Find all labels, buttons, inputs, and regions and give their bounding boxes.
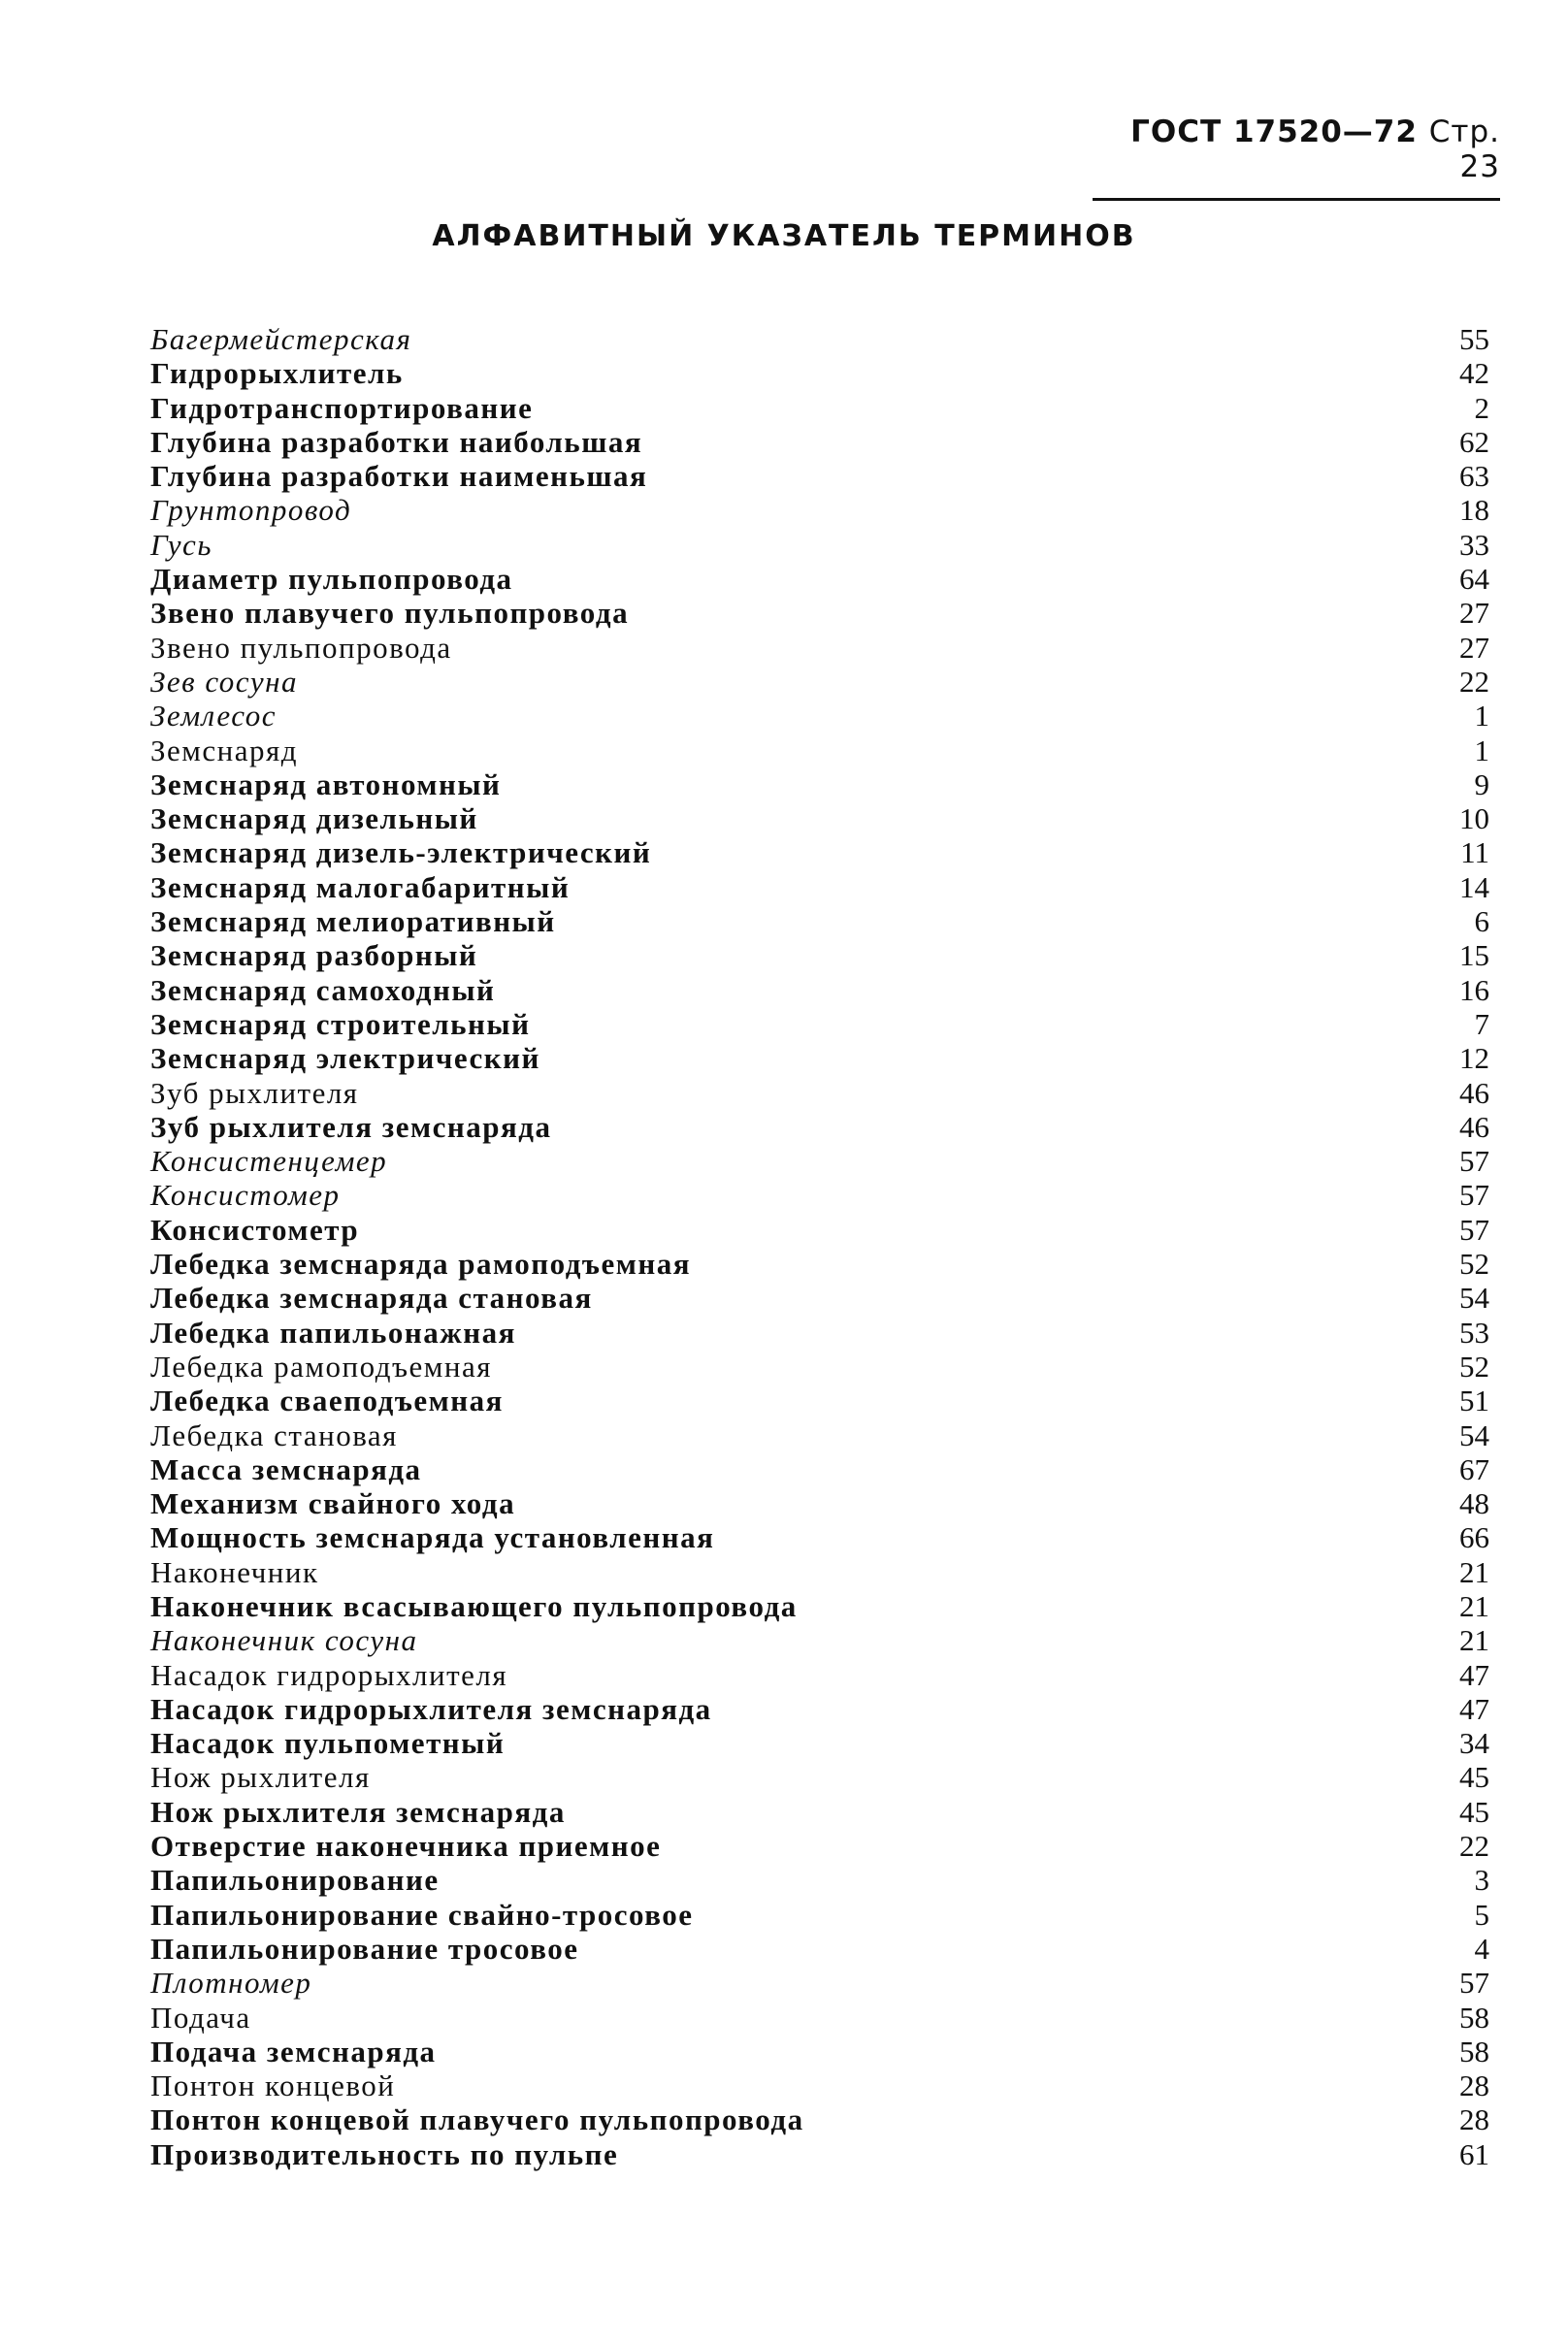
index-page-number: 58 [1459, 2000, 1489, 2035]
index-page-number: 48 [1459, 1486, 1489, 1521]
index-page-number: 12 [1459, 1041, 1489, 1076]
index-entry [150, 1966, 1489, 2000]
index-page-number: 14 [1459, 869, 1489, 904]
page-header [1093, 114, 1500, 201]
index-entry [150, 938, 1489, 972]
index-term: Папильонирование тросовое [150, 1931, 579, 1966]
index-term: Наконечник всасывающего пульпопровода [150, 1588, 798, 1623]
index-entry [150, 1555, 1489, 1589]
index-term: Диаметр пульпопровода [150, 562, 513, 597]
index-term: Земснаряд автономный [150, 766, 502, 801]
index-page-number: 57 [1459, 1178, 1489, 1213]
index-term: Земснаряд разборный [150, 938, 478, 973]
index-term: Звено пульпопровода [150, 630, 452, 665]
index-page-number: 63 [1459, 459, 1489, 494]
index-entry [150, 835, 1489, 869]
index-page-number: 2 [1474, 390, 1489, 425]
index-page-number: 15 [1459, 938, 1489, 973]
index-page-number: 61 [1459, 2136, 1489, 2171]
index-entry [150, 1213, 1489, 1247]
index-page-number: 1 [1474, 699, 1489, 733]
index-page-number: 46 [1459, 1075, 1489, 1110]
index-page-number: 28 [1459, 2102, 1489, 2137]
index-term: Подача [150, 2000, 251, 2035]
index-entry [150, 425, 1489, 459]
index-term: Гусь [150, 527, 212, 562]
index-term: Масса земснаряда [150, 1451, 422, 1486]
index-entry [150, 2035, 1489, 2068]
page-label: Стр. 23 [1428, 114, 1500, 184]
index-entry [150, 356, 1489, 390]
index-page-number: 52 [1459, 1247, 1489, 1282]
index-entry [150, 2068, 1489, 2102]
index-entry [150, 562, 1489, 596]
index-page-number: 21 [1459, 1623, 1489, 1658]
index-entry [150, 1520, 1489, 1554]
index-page-number: 45 [1459, 1794, 1489, 1829]
index-page-number: 66 [1459, 1520, 1489, 1555]
index-page-number: 6 [1474, 904, 1489, 939]
index-page-number: 11 [1460, 835, 1489, 870]
index-entry [150, 1486, 1489, 1520]
index-page-number: 45 [1459, 1760, 1489, 1795]
index-page-number: 3 [1474, 1863, 1489, 1898]
index-entry [150, 1829, 1489, 1863]
index-entry [150, 870, 1489, 904]
index-page-number: 22 [1459, 1829, 1489, 1864]
index-term: Багермейстерская [150, 322, 412, 356]
index-term: Зуб рыхлителя [150, 1075, 359, 1110]
index-page-number: 27 [1459, 596, 1489, 631]
index-entry [150, 1281, 1489, 1315]
index-entry [150, 1178, 1489, 1212]
index-term: Лебедка земснаряда рамоподъемная [150, 1247, 691, 1282]
index-page-number: 46 [1459, 1109, 1489, 1144]
index-term: Насадок гидрорыхлителя [150, 1657, 508, 1692]
index-page-number: 64 [1459, 562, 1489, 597]
index-page-number: 57 [1459, 1144, 1489, 1179]
index-page-number: 47 [1459, 1691, 1489, 1726]
index-page-number: 55 [1459, 322, 1489, 356]
index-entry [150, 1623, 1489, 1657]
index-term: Земснаряд мелиоративный [150, 904, 556, 939]
index-term: Гидротранспортирование [150, 390, 534, 425]
index-page-number: 10 [1459, 801, 1489, 836]
index-entry [150, 1898, 1489, 1932]
index-term: Механизм свайного хода [150, 1486, 516, 1521]
index-entry [150, 391, 1489, 425]
index-term: Мощность земснаряда установленная [150, 1520, 715, 1555]
index-term: Подача земснаряда [150, 2034, 437, 2068]
index-entry [150, 596, 1489, 630]
index-entry [150, 733, 1489, 767]
index-term: Понтон концевой [150, 2068, 396, 2103]
index-term: Зев сосуна [150, 664, 298, 699]
index-page-number: 53 [1459, 1315, 1489, 1350]
index-page-number: 54 [1459, 1281, 1489, 1316]
index-title: АЛФАВИТНЫЙ УКАЗАТЕЛЬ ТЕРМИНОВ [432, 219, 1136, 253]
index-entry [150, 1350, 1489, 1384]
index-term: Глубина разработки наибольшая [150, 424, 643, 459]
index-page-number: 52 [1459, 1349, 1489, 1384]
index-term: Лебедка папильонажная [150, 1315, 516, 1350]
index-page-number: 1 [1474, 733, 1489, 767]
index-entry [150, 699, 1489, 733]
index-term: Гидрорыхлитель [150, 356, 404, 391]
index-term: Звено плавучего пульпопровода [150, 596, 630, 631]
index-term: Нож рыхлителя [150, 1760, 371, 1795]
index-entry [150, 2102, 1489, 2136]
index-term: Насадок пульпометный [150, 1726, 506, 1761]
index-page-number: 57 [1459, 1212, 1489, 1247]
index-entry [150, 1076, 1489, 1110]
index-entry [150, 1726, 1489, 1760]
index-entry [150, 2137, 1489, 2171]
index-term: Нож рыхлителя земснаряда [150, 1794, 566, 1829]
index-term: Консистометр [150, 1212, 360, 1247]
index-entry [150, 1384, 1489, 1417]
index-page-number: 42 [1459, 356, 1489, 391]
index-page-number: 57 [1459, 1966, 1489, 2001]
index-term: Земснаряд дизель-электрический [150, 835, 652, 870]
index-term: Земснаряд [150, 733, 299, 767]
index-entry [150, 973, 1489, 1007]
index-entry [150, 1760, 1489, 1794]
index-page-number: 4 [1474, 1931, 1489, 1966]
index-term: Лебедка рамоподъемная [150, 1349, 493, 1384]
index-page-number: 9 [1474, 766, 1489, 801]
index-entry [150, 1589, 1489, 1623]
index-entry [150, 767, 1489, 801]
index-term: Папильонирование [150, 1863, 440, 1898]
index-term: Лебедка становая [150, 1417, 398, 1452]
index-entry [150, 1316, 1489, 1350]
index-entry [150, 801, 1489, 835]
index-entry [150, 1452, 1489, 1486]
index-term: Лебедка сваеподъемная [150, 1384, 504, 1418]
index-term: Насадок гидрорыхлителя земснаряда [150, 1691, 712, 1726]
index-entry [150, 1692, 1489, 1726]
index-term: Землесос [150, 699, 278, 733]
index-page-number: 47 [1459, 1657, 1489, 1692]
index-page-number: 21 [1459, 1554, 1489, 1589]
index-page-number: 34 [1459, 1726, 1489, 1761]
index-entry [150, 1658, 1489, 1692]
index-entry [150, 1144, 1489, 1178]
index-page-number: 51 [1459, 1384, 1489, 1418]
index-entry [150, 1041, 1489, 1075]
index-page-number: 22 [1459, 664, 1489, 699]
index-entry [150, 631, 1489, 665]
index-page-number: 62 [1459, 424, 1489, 459]
term-index-list [150, 322, 1489, 2171]
index-term: Лебедка земснаряда становая [150, 1281, 593, 1316]
index-page-number: 33 [1459, 527, 1489, 562]
index-term: Земснаряд дизельный [150, 801, 478, 836]
index-page-number: 27 [1459, 630, 1489, 665]
index-entry [150, 1247, 1489, 1281]
index-entry [150, 904, 1489, 938]
index-page-number: 16 [1459, 972, 1489, 1007]
index-term: Наконечник сосуна [150, 1623, 418, 1658]
index-page-number: 58 [1459, 2034, 1489, 2068]
document-id: ГОСТ 17520—72 [1130, 114, 1418, 149]
index-entry [150, 665, 1489, 699]
index-entry [150, 1863, 1489, 1897]
index-term: Плотномер [150, 1966, 312, 2001]
index-term: Консистенцемер [150, 1144, 388, 1179]
index-entry [150, 322, 1489, 356]
index-entry [150, 2001, 1489, 2035]
index-page-number: 18 [1459, 493, 1489, 528]
index-term: Земснаряд самоходный [150, 972, 496, 1007]
index-page-number: 67 [1459, 1451, 1489, 1486]
index-entry [150, 1110, 1489, 1144]
index-entry [150, 1418, 1489, 1452]
index-term: Земснаряд электрический [150, 1041, 540, 1076]
index-term: Земснаряд строительный [150, 1006, 531, 1041]
index-term: Зуб рыхлителя земснаряда [150, 1109, 552, 1144]
index-entry [150, 1795, 1489, 1829]
index-term: Папильонирование свайно-тросовое [150, 1897, 694, 1932]
index-term: Наконечник [150, 1554, 319, 1589]
index-term: Глубина разработки наименьшая [150, 459, 648, 494]
index-page-number: 54 [1459, 1417, 1489, 1452]
index-entry [150, 528, 1489, 562]
index-entry [150, 459, 1489, 493]
index-page-number: 28 [1459, 2068, 1489, 2103]
index-term: Отверстие наконечника приемное [150, 1829, 662, 1864]
index-page-number: 21 [1459, 1588, 1489, 1623]
index-entry [150, 1932, 1489, 1966]
index-page-number: 5 [1474, 1897, 1489, 1932]
index-term: Производительность по пульпе [150, 2136, 619, 2171]
index-page-number: 7 [1474, 1006, 1489, 1041]
index-term: Земснаряд малогабаритный [150, 869, 571, 904]
index-term: Консистомер [150, 1178, 341, 1213]
index-entry [150, 493, 1489, 527]
index-entry [150, 1007, 1489, 1041]
index-term: Понтон концевой плавучего пульпопровода [150, 2102, 804, 2137]
index-term: Грунтопровод [150, 493, 352, 528]
